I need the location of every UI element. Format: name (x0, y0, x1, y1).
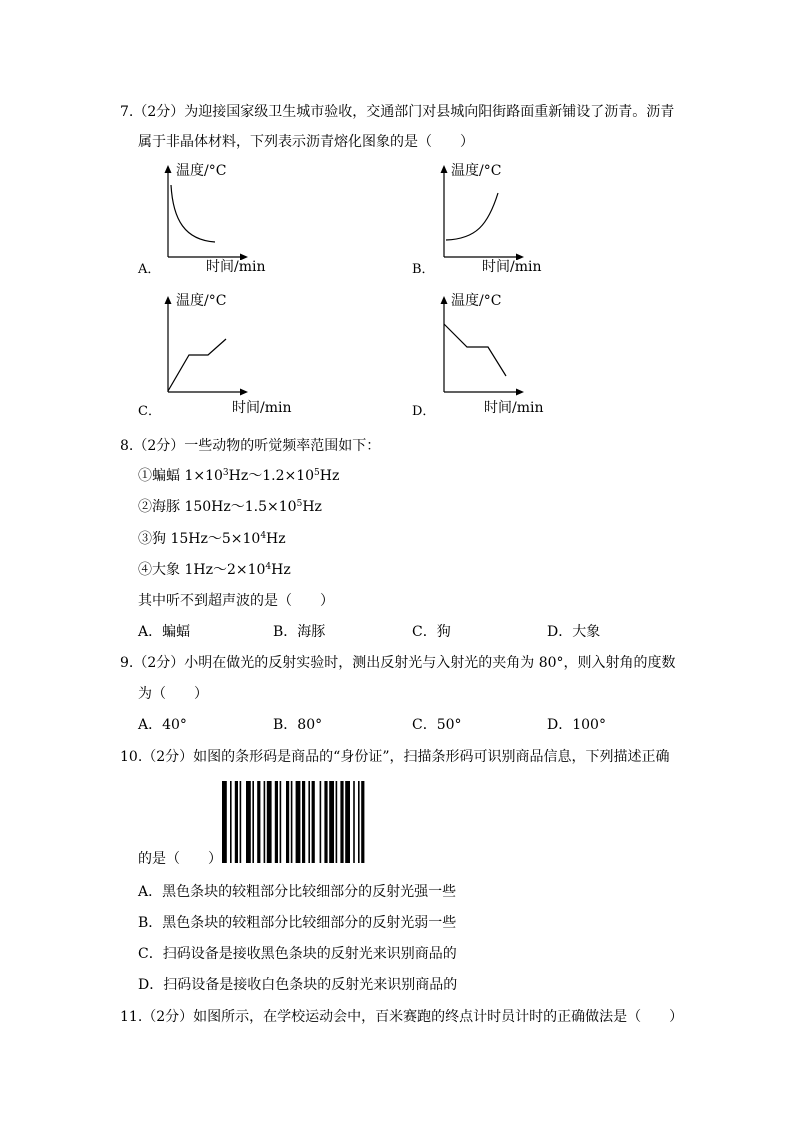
graph-c-line (168, 339, 226, 391)
graph-d-letter: D． (412, 404, 436, 419)
barcode-bar (302, 781, 305, 863)
barcode-bar (257, 781, 260, 863)
q10-option-a[interactable]: A．黑色条块的较粗部分比较细部分的反射光强一些 (138, 884, 457, 900)
graph-b-xlabel: 时间/min (482, 259, 542, 275)
q8-item-1: ①蝙蝠 $1\times 10^3Hz\sim 1.2\times 10^5Hz$ (138, 468, 340, 484)
graph-a-xlabel: 时间/min (206, 259, 266, 275)
q10-stem-line1: 10.（2分）如图的条形码是商品的“身份证”，扫描条形码可识别商品信息，下列描述正确 (120, 749, 670, 765)
q8-stem: 8.（2分）一些动物的听觉频率范围如下： (120, 438, 381, 454)
q9-stem-line1: 9.（2分）小明在做光的反射实验时，测出反射光与入射光的夹角为 80°，则入射角的度数 (120, 655, 676, 671)
barcode-bar (280, 781, 282, 863)
graph-d-line (444, 324, 506, 376)
barcode-bar (340, 781, 343, 863)
barcode-bar (324, 781, 327, 863)
graph-b-letter: B． (412, 262, 435, 277)
q7-stem-line1: 7.（2分）为迎接国家级卫生城市验收，交通部门对县城向阳街路面重新铺设了沥青。沥青 (120, 104, 675, 120)
barcode-bar (240, 781, 242, 863)
q8-option-d[interactable]: D．大象 (547, 624, 601, 640)
graph-d-ylabel: 温度/°C (451, 293, 502, 309)
graph-c-letter: C． (138, 404, 161, 419)
barcode-bar (308, 781, 310, 863)
q10-stem-line2: 的是（ ） (138, 851, 222, 867)
graph-c-ylabel: 温度/°C (176, 293, 227, 309)
q9-option-c[interactable]: C．50° (412, 717, 462, 733)
q9-option-a[interactable]: A．40° (138, 717, 187, 733)
graph-d-xlabel: 时间/min (484, 400, 544, 416)
q8-option-a[interactable]: A．蝙蝠 (138, 624, 191, 640)
graph-a-letter: A． (138, 262, 161, 277)
q8-question: 其中听不到超声波的是（ ） (138, 593, 334, 609)
q7-stem-line2: 属于非晶体材料，下列表示沥青熔化图象的是（ ） (138, 134, 474, 150)
q9-option-b[interactable]: B．80° (273, 717, 323, 733)
barcode-bar (252, 781, 254, 863)
graph-b-axes (436, 165, 526, 260)
barcode-bar (312, 781, 315, 863)
barcode-bar (222, 781, 227, 863)
graph-b-curve (446, 193, 498, 240)
barcode-bar (296, 781, 301, 863)
graph-a-ylabel: 温度/°C (176, 163, 227, 179)
barcode-bar (264, 781, 266, 863)
q8-item-3: ③狗 $15Hz\sim 5\times 10^4Hz$ (138, 531, 286, 547)
barcode-bar (329, 781, 334, 863)
barcode-bar (235, 781, 238, 863)
barcode-bar (291, 781, 293, 863)
graph-b-ylabel: 温度/°C (451, 163, 502, 179)
q11-stem-line1: 11.（2分）如图所示，在学校运动会中，百米赛跑的终点计时员计时的正确做法是（ ） (120, 1009, 684, 1025)
barcode-bar (246, 781, 251, 863)
q10-option-d[interactable]: D．扫码设备是接收白色条块的反射光来识别商品的 (138, 977, 458, 993)
barcode-bar (358, 781, 360, 863)
barcode-bar (275, 781, 278, 863)
barcode-bar (230, 781, 232, 863)
q10-option-b[interactable]: B．黑色条块的较粗部分比较细部分的反射光弱一些 (138, 915, 457, 931)
q8-item-2: ②海豚 $150Hz\sim 1.5\times 10^5Hz$ (138, 499, 322, 515)
barcode-bar (336, 781, 338, 863)
q8-option-b[interactable]: B．海豚 (273, 624, 326, 640)
barcode-bar (353, 781, 355, 863)
graph-d-axes (436, 296, 526, 396)
graph-a-curve (171, 185, 215, 242)
q8-item-4: ④大象 $1Hz\sim 2\times 10^4Hz$ (138, 562, 291, 578)
graph-c-xlabel: 时间/min (232, 400, 292, 416)
q8-option-c[interactable]: C．狗 (412, 624, 451, 640)
barcode-bar (286, 781, 289, 863)
barcode-bar (320, 781, 322, 863)
q10-option-c[interactable]: C．扫码设备是接收黑色条块的反射光来识别商品的 (138, 946, 457, 962)
graph-c-axes (160, 296, 250, 396)
graph-a-axes (160, 165, 250, 260)
barcode-image (222, 781, 406, 863)
barcode-bar (345, 781, 350, 863)
q9-stem-line2: 为（ ） (138, 686, 208, 702)
barcode-bar (267, 781, 272, 863)
barcode-bar (361, 781, 364, 863)
q9-option-d[interactable]: D．100° (547, 717, 606, 733)
